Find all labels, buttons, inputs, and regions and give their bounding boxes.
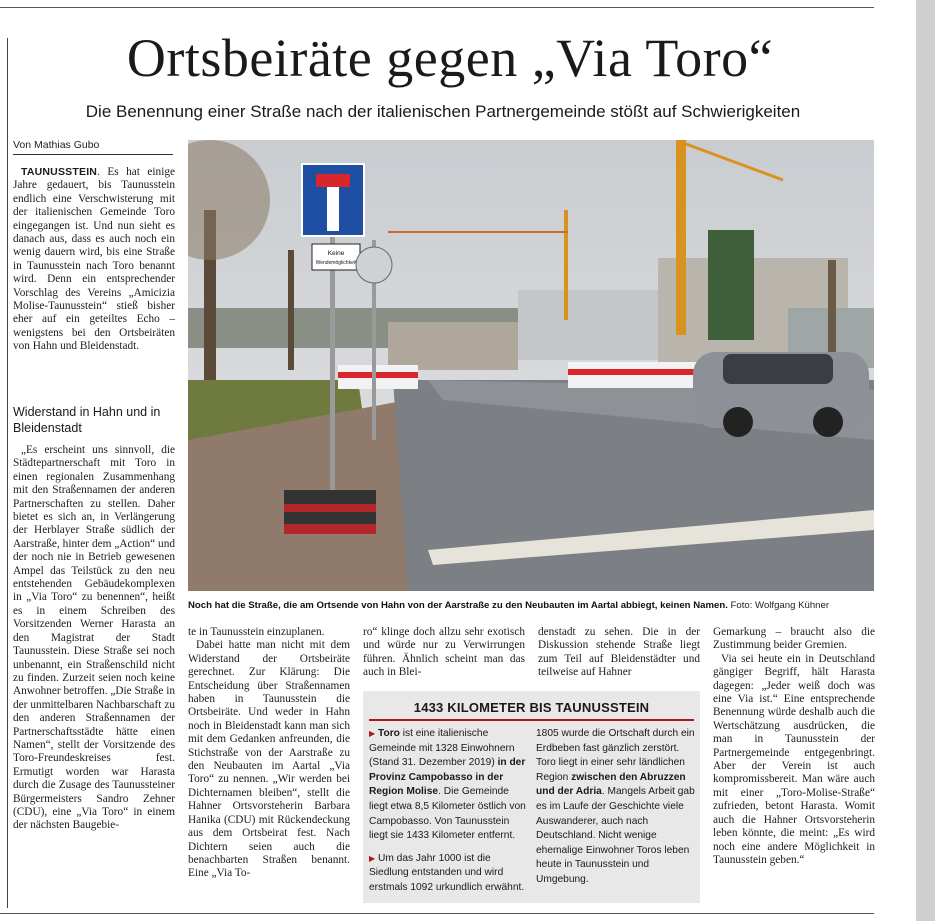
info-paragraph: 1805 wurde die Ortschaft durch ein Erdbeben fast gänzlich zerstört. Toro liegt in einer sehr ländlichen Region zwischen den Abruzzen und der Adria. Mangels Arbeit gab es im Laufe der Geschichte viele Auswanderer, auch nach Deutschland. Nicht wenige ehemalige Einwohner Toros leben heute in Taunusstein und Umgebung. [536,728,695,885]
caption-text: Noch hat die Straße, die am Ortsende von Hahn von der Aarstraße zu den Neubauten im Aartal abbiegt, keinen Namen. [188,600,728,611]
info-box [363,691,700,903]
body-paragraph: te in Taunusstein einzuplanen. [188,626,325,638]
subheadline: Die Benennung einer Straße nach der italienischen Partnergemeinde stößt auf Schwierigkeiten [85,102,801,121]
photo-credit: Foto: Wolfgang Kühner [730,600,830,611]
scrollbar[interactable] [916,0,935,921]
info-box-title: 1433 KILOMETER BIS TAUNUSSTEIN [413,700,650,715]
article-photo [188,140,874,591]
info-box-rule [369,719,694,721]
body-paragraph: Dabei hatte man nicht mit dem Widerstand der Ortsbeiräte gerechnet. Zur Klärung: Die Entscheidung über Straßennamen haben in Taunusstein die Ortsbeiräte. Und weder in Hahn noch in Bleidenstadt kann man sich mit dem Gedanken anfreunden, die Stichstraße von der Aarstraße zu den Neubauten im Aartal „Via Toro“ zu nennen. „Wir werden bei Dichternamen bleiben“, stellt die Hahner Ortsvorsteherin Barbara Hanika (CDU) mit Rückendeckung aus dem Ortsbeirat fest. Nach Dichtern seien auch die benachbarten Straßen benannt. Eine „Via To- [188,639,350,880]
triangle-bullet-icon: ▶ [369,853,376,863]
bottom-rule [0,913,874,914]
info-paragraph: ▶ Um das Jahr 1000 ist die Siedlung entstanden und wird erstmals 1092 urkundlich erwähnt. [369,852,525,893]
headline: Ortsbeiräte gegen „Via Toro“ [126,28,774,88]
body-paragraph: „Es erscheint uns sinnvoll, die Städtepartnerschaft mit Toro in einen regionalen Zusammenhang mit den Straßennamen der anderen Partnerschaften zu stellen. Daher bietet es sich an, in Verlängerung der Herblayer Straße südlich der Aarstraße, hinter dem „Action“ und der noch nie in Betrieb gewesenen Ampel das Teilstück zu den neu entstehenden Gebäudekomplexen in „Via Toro“ zu benennen“, heißt es in einem Schreiben des Vorsitzenden Werner Harasta an den Magistrat der Stadt Taunusstein. Diese Straße sei noch unbenannt, ein Straßenschild nicht zu finden. Zurzeit seien noch keine Anwohner betroffen. „Die Straße in der unmittelbaren Nachbarschaft zu den anderen Straßennamen der Partnerschaftsstädte hätte einen Namen“, stellt der Vorsitzende des Toro-Freundeskreises fest. Ermutigt worden war Harasta durch die Zusage des Taunussteiner Bürgermeisters Sandro Zehner (CDU), eine „Via Toro“ in einem der nächsten Baugebie- [13,444,175,832]
article-column-1-intro [13,166,175,354]
body-paragraph: Gemarkung – braucht also die Zustimmung beider Gremien. [713,626,875,652]
article-column-5 [713,626,875,867]
triangle-bullet-icon: ▶ [369,729,376,738]
article-column-2 [188,626,350,881]
left-edge-line [7,38,8,908]
sign-text-line1: Keine [327,250,345,257]
body-paragraph: Via sei heute ein in Deutschland gängiger Begriff, hält Harasta dagegen: „Jeder weiß doch was eine Via ist.“ Eine entsprechende Benennung würde deshalb auch die Wertschätzung ausdrücken, die man in Taunusstein der Partnergemeinde entgegenbringt. Aber der Verein ist auch kompromissbereit. Man wäre auch mit einer „Toro-Molise-Straße“ zufrieden, betont Harasta. Womit auch die Hahner Ortsvorsteherin leben könnte, die meint: „Es wird noch eine andere Möglichkeit in Taunusstein geben.“ [713,652,875,866]
info-box-column-2 [536,727,696,896]
street-scene-illustration [188,140,874,591]
top-rule [0,7,874,8]
body-paragraph: denstadt zu sehen. Die in der Diskussion stehende Straße liegt zum Teil auf Bleidenstädter und teilweise auf Hahner [538,626,700,679]
info-paragraph: ▶ Toro ist eine italienische Gemeinde mit 1328 Einwohnern (Stand 31. Dezember 2019) in der Provinz Campobasso in der Region Molise. Die Gemeinde liegt etwa 8,5 Kilometer östlich von Campobasso. Von Taunusstein liegt sie 1433 Kilometer entfernt. [369,728,526,842]
photo-caption [188,599,878,612]
intro-paragraph: . Es hat einige Jahre gedauert, bis Taunusstein endlich eine Verschwisterung mit der italienischen Gemeinde Toro eingegangen ist. Und nun sieht es danach aus, dass es auch noch ein wenig dauern wird, bis eine Straße in Taunusstein nach Toro benannt wird. Denn ein entsprechender Vorschlag des Vereins „Amicizia Molise-Taunusstein“ stieß bisher eher auf ein geteiltes Echo – wenigstens bei den Ortsbeiräten von Hahn und Bleidenstadt. [13,166,175,353]
byline: Von Mathias Gubo [13,139,100,151]
article-column-3 [363,626,525,680]
article-column-1-body [13,444,175,833]
byline-rule [13,154,173,155]
subheading: Widerstand in Hahn und in Bleidenstadt [13,405,161,435]
info-box-column-1 [369,727,529,904]
body-paragraph: ro“ klinge doch allzu sehr exotisch und würde nur zu Verwirrungen führen. Ähnlich scheint man das auch in Blei- [363,626,525,679]
sign-text-line2: Wendemöglichkeit [315,260,357,266]
article-column-4 [538,626,700,680]
dateline: TAUNUSSTEIN [21,166,98,178]
